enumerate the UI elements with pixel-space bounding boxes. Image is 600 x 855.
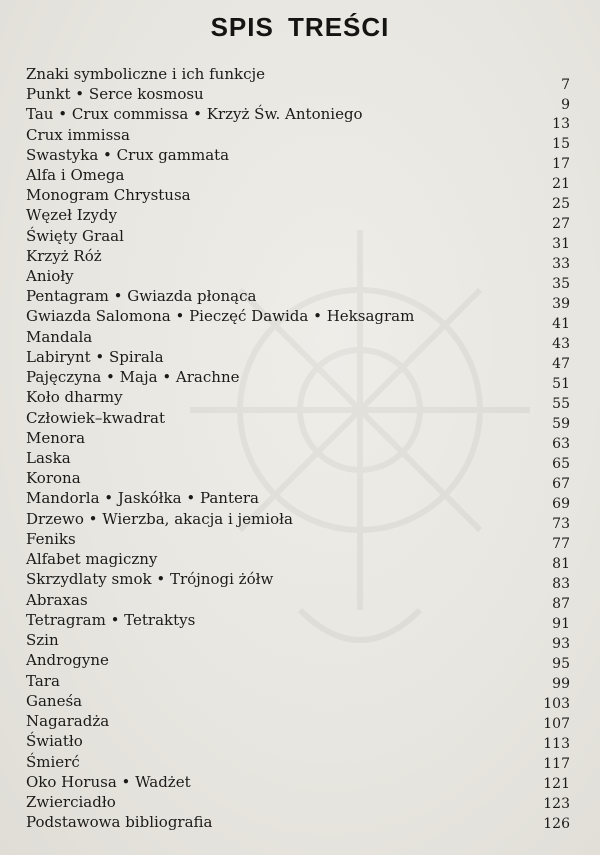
toc-entry-title: Crux immissa — [26, 126, 130, 144]
toc-entry-page-number: 33 — [552, 256, 570, 272]
toc-entry-title: Mandala — [26, 328, 93, 346]
toc-entry-title: Znaki symboliczne i ich funkcje — [26, 65, 265, 83]
toc-entry-page-number: 103 — [543, 696, 570, 712]
toc-entry-page-number: 99 — [552, 676, 570, 692]
toc-entry-title: Abraxas — [26, 591, 88, 609]
toc-entry-page-number: 17 — [552, 156, 570, 172]
toc-entry-page-number: 83 — [552, 576, 570, 592]
toc-entry-page-number: 55 — [552, 396, 570, 412]
toc-entry-title: Alfabet magiczny — [26, 550, 158, 568]
toc-entry-title: Krzyż Róż — [26, 247, 102, 265]
toc-entry-page-number: 41 — [552, 316, 570, 332]
toc-entry-title: Węzeł Izydy — [26, 206, 118, 224]
toc-entry-page-number: 117 — [543, 756, 570, 772]
toc-entry-page-number: 47 — [552, 356, 570, 372]
toc-entry-title: Oko Horusa • Wadżet — [26, 773, 191, 791]
toc-entry-title: Gwiazda Salomona • Pieczęć Dawida • Heksagram — [26, 307, 415, 325]
toc-entry-title: Feniks — [26, 530, 76, 548]
toc-entry-title: Śmierć — [26, 753, 80, 771]
toc-entry-page-number: 9 — [561, 97, 570, 113]
toc-entry-page-number: 91 — [552, 616, 570, 632]
toc-entry-page-number: 121 — [543, 776, 570, 792]
toc-entry-title: Drzewo • Wierzba, akacja i jemioła — [26, 510, 293, 528]
toc-entry-page-number: 39 — [552, 296, 570, 312]
toc-entry-page-number: 95 — [552, 656, 570, 672]
toc-entry-page-number: 43 — [552, 336, 570, 352]
toc-entry-title: Podstawowa bibliografia — [26, 813, 213, 831]
toc-entry-page-number: 69 — [552, 496, 570, 512]
toc-entry-page-number: 81 — [552, 556, 570, 572]
toc-entry-page-number: 25 — [552, 196, 570, 212]
toc-entry-page-number: 27 — [552, 216, 570, 232]
toc-entry-title: Święty Graal — [26, 227, 124, 245]
toc-entry-title: Tau • Crux commissa • Krzyż Św. Antoniego — [26, 105, 363, 123]
toc-entry-page-number: 77 — [552, 536, 570, 552]
toc-entry-title: Swastyka • Crux gammata — [26, 146, 230, 164]
toc-entry-title: Laska — [26, 449, 71, 467]
toc-entry-title: Menora — [26, 429, 86, 447]
toc-entry-page-number: 59 — [552, 416, 570, 432]
toc-entry-title: Mandorla • Jaskółka • Pantera — [26, 489, 259, 507]
toc-entry-title: Koło dharmy — [26, 388, 123, 406]
toc-entry-title: Monogram Chrystusa — [26, 186, 191, 204]
toc-entry-title: Tetragram • Tetraktys — [26, 611, 196, 629]
toc-entry-title: Alfa i Omega — [26, 166, 125, 184]
toc-entry-page-number: 21 — [552, 176, 570, 192]
toc-entry-title: Ganeśa — [26, 692, 83, 710]
toc-entry-page-number: 67 — [552, 476, 570, 492]
toc-entry-title: Pajęczyna • Maja • Arachne — [26, 368, 240, 386]
toc-entry-page-number: 65 — [552, 456, 570, 472]
toc-entry-page-number: 107 — [543, 716, 570, 732]
toc-entry-page-number: 93 — [552, 636, 570, 652]
toc-entry-page-number: 73 — [552, 516, 570, 532]
toc-entry-page-number: 123 — [543, 796, 570, 812]
toc-entry-title: Androgyne — [26, 651, 109, 669]
toc-entry-title: Skrzydlaty smok • Trójnogi żółw — [26, 570, 274, 588]
toc-entry-title: Anioły — [26, 267, 74, 285]
toc-entry-title: Zwierciadło — [26, 793, 116, 811]
toc-entry-title: Labirynt • Spirala — [26, 348, 164, 366]
toc-entry-title: Tara — [26, 672, 60, 690]
toc-entry-page-number: 7 — [561, 77, 570, 93]
toc-entry-page-number: 126 — [543, 816, 570, 832]
toc-entry-page-number: 15 — [552, 136, 570, 152]
toc-entry-title: Światło — [26, 732, 83, 750]
toc-entry-title: Nagaradża — [26, 712, 110, 730]
toc-entry-page-number: 113 — [543, 736, 570, 752]
toc-entry-page-number: 35 — [552, 276, 570, 292]
toc-entry-title: Człowiek–kwadrat — [26, 409, 165, 427]
toc-entry-page-number: 87 — [552, 596, 570, 612]
toc-entry-page-number: 31 — [552, 236, 570, 252]
toc-entry-page-number: 13 — [552, 116, 570, 132]
toc-entry-title: Szin — [26, 631, 59, 649]
toc-entry-page-number: 51 — [552, 376, 570, 392]
toc-entry-title: Pentagram • Gwiazda płonąca — [26, 287, 257, 305]
toc-entry-page-number: 63 — [552, 436, 570, 452]
toc-entry-title: Korona — [26, 469, 81, 487]
toc-entry-title: Punkt • Serce kosmosu — [26, 85, 204, 103]
page-title: SPIS TREŚCI — [210, 12, 390, 42]
